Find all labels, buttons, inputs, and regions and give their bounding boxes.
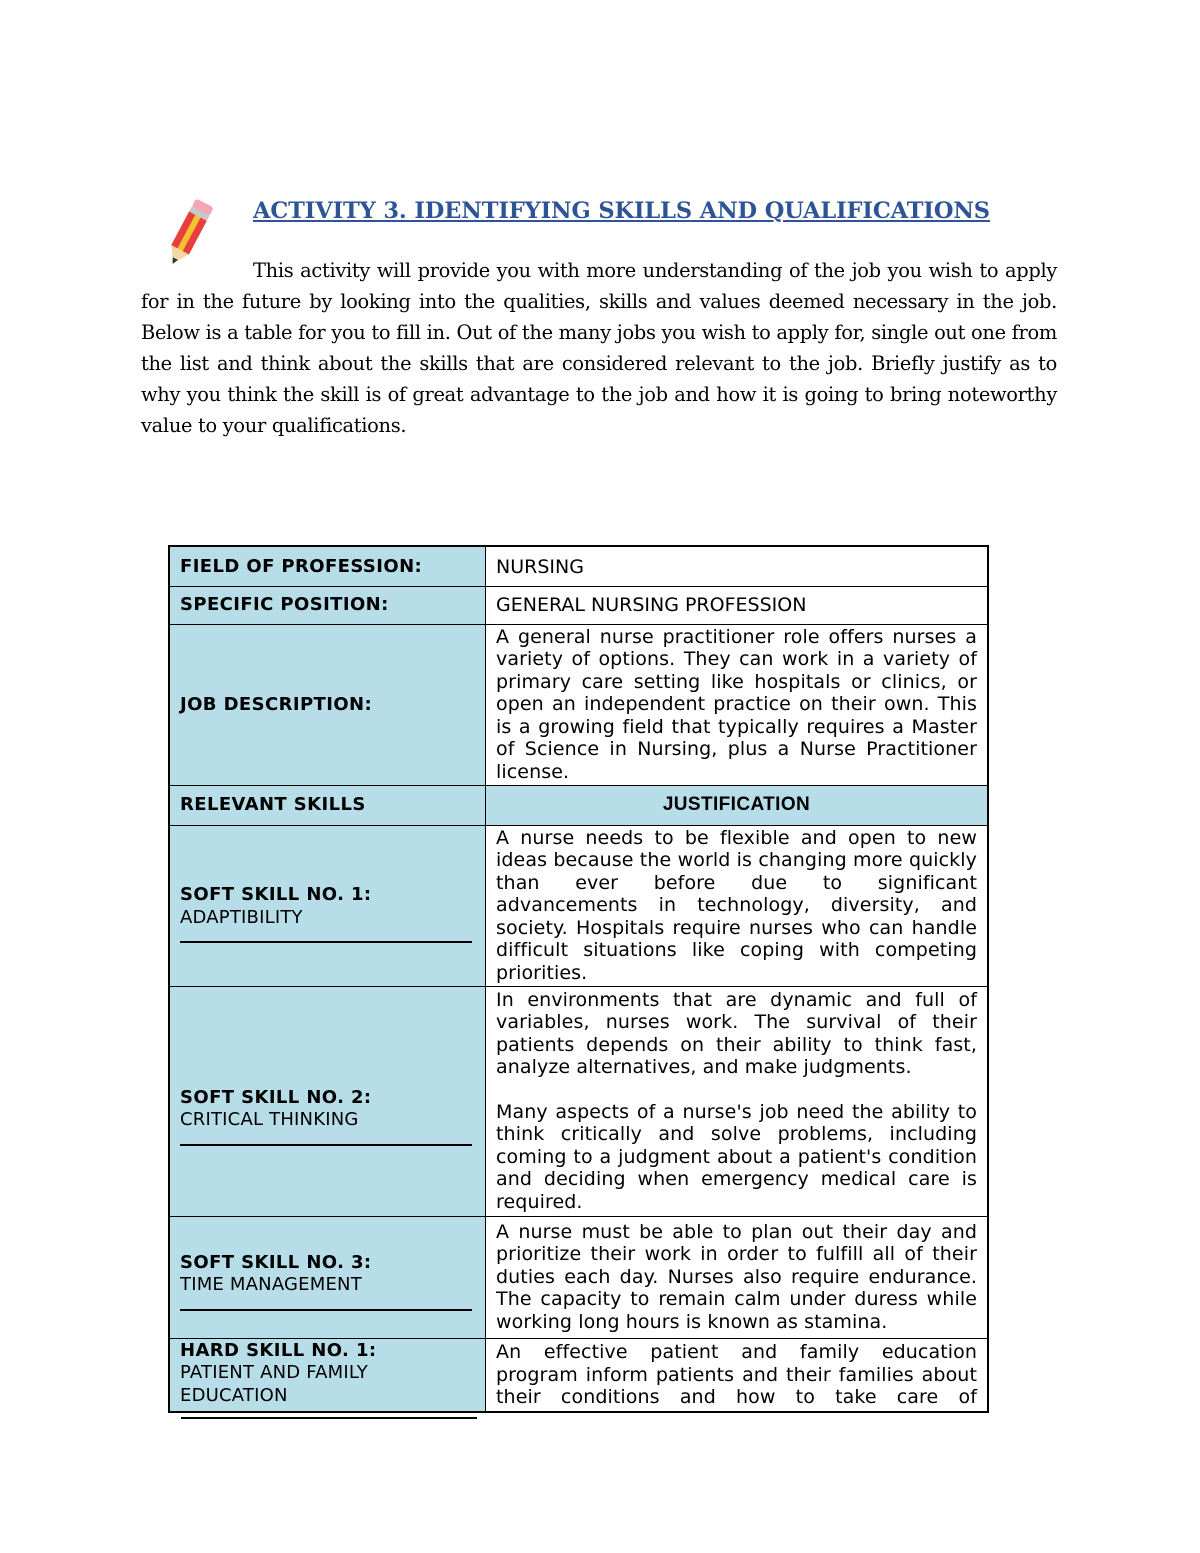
skill-label-cell xyxy=(169,1338,486,1412)
position-label: SPECIFIC POSITION: xyxy=(180,594,389,616)
justification-header: JUSTIFICATION xyxy=(486,785,989,825)
skill-name[interactable]: TIME MANAGEMENT xyxy=(180,1274,362,1295)
field-label: FIELD OF PROFESSION: xyxy=(180,555,423,577)
skill-name[interactable]: ADAPTIBILITY xyxy=(180,906,303,928)
position-value[interactable]: GENERAL NURSING PROFESSION xyxy=(486,586,989,624)
justification-paragraph: An effective patient and family education program inform patients and their families about their conditions and how to take care of xyxy=(496,1341,977,1408)
page-title: ACTIVITY 3. IDENTIFYING SKILLS AND QUALIFICATIONS xyxy=(253,198,990,224)
description-value[interactable]: A general nurse practitioner role offers nurses a variety of options. They can work in a variety of primary care setting like hospitals or clinics, or open an independent practice on their own. This is a growing field that typically requires a Master of Science in Nursing, plus a Nurse Practitioner license. xyxy=(486,624,989,785)
justification-paragraph: A nurse must be able to plan out their day and prioritize their work in order to fulfill all of their duties each day. Nurses also require endurance. The capacity to remain calm under duress while working long hours is known as stamina. xyxy=(496,1220,977,1333)
justification-paragraph: A nurse needs to be flexible and open to new ideas because the world is changing more quickly than ever before due to significant advancements in technology, diversity, and society. Hospitals require nurses who can handle difficult situations like coping with competing priorities. xyxy=(496,826,977,984)
skill-name[interactable]: CRITICAL THINKING xyxy=(180,1109,359,1130)
skill-justification[interactable] xyxy=(486,1338,989,1412)
skills-header-label: RELEVANT SKILLS xyxy=(180,794,366,816)
skill-justification[interactable] xyxy=(486,825,989,986)
field-label-cell xyxy=(169,546,486,586)
underline-rule xyxy=(180,941,472,943)
skill-label: HARD SKILL NO. 1: xyxy=(180,1339,377,1361)
underline-rule xyxy=(180,1144,472,1146)
skill-justification[interactable] xyxy=(486,1216,989,1338)
skills-header xyxy=(169,785,486,825)
skill-label-cell xyxy=(169,986,486,1216)
skill-justification[interactable] xyxy=(486,986,989,1216)
underline-rule xyxy=(181,1417,477,1419)
field-value[interactable]: NURSING xyxy=(486,546,989,586)
justification-paragraph: In environments that are dynamic and full of variables, nurses work. The survival of their patients depends on their ability to think fast, analyze alternatives, and make judgments. xyxy=(496,988,977,1079)
justification-paragraph: Many aspects of a nurse's job need the ability to think critically and solve problems, including coming to a judgment about a patient's condition and deciding when emergency medical care is required. xyxy=(496,1100,977,1213)
description-label-cell xyxy=(169,624,486,785)
skills-table xyxy=(168,545,989,1413)
skill-label: SOFT SKILL NO. 3: xyxy=(180,1251,372,1273)
intro-paragraph: This activity will provide you with more understanding of the job you wish to apply for in the future by looking into the qualities, skills and values deemed necessary in the job. Below is a table for you to fill in. Out of the many jobs you wish to apply for, single out one from the list and think about the skills that are considered relevant to the job. Briefly justify as to why you think the skill is of great advantage to the job and how it is going to bring noteworthy value to your qualifications. xyxy=(141,259,1057,437)
skill-label-cell xyxy=(169,1216,486,1338)
skill-label-cell xyxy=(169,825,486,986)
skill-name[interactable]: PATIENT AND FAMILY EDUCATION xyxy=(180,1362,368,1406)
underline-rule xyxy=(180,1309,472,1311)
skill-label: SOFT SKILL NO. 2: xyxy=(180,1086,372,1108)
position-label-cell xyxy=(169,586,486,624)
skill-label: SOFT SKILL NO. 1: xyxy=(180,884,372,905)
description-label: JOB DESCRIPTION: xyxy=(180,693,373,715)
